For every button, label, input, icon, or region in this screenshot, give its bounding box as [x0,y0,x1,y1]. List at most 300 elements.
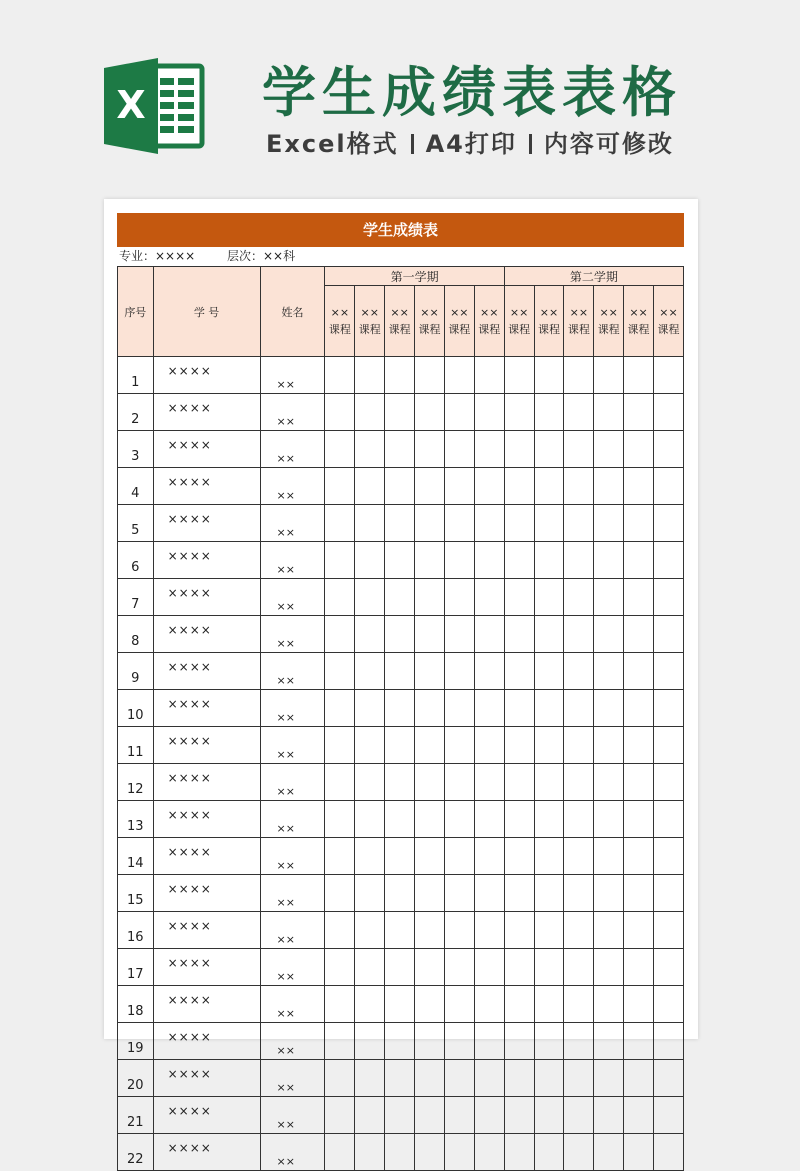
score-cell[interactable] [325,1060,355,1097]
score-cell[interactable] [504,1097,534,1134]
score-cell[interactable] [325,690,355,727]
row-number-cell[interactable]: 4 [118,468,154,505]
score-cell[interactable] [355,986,385,1023]
student-id-cell[interactable]: ×××× [153,505,260,542]
score-cell[interactable] [534,727,564,764]
score-cell[interactable] [504,1134,534,1171]
score-cell[interactable] [653,1023,683,1060]
score-cell[interactable] [504,468,534,505]
score-cell[interactable] [474,801,504,838]
student-id-cell[interactable]: ×××× [153,1134,260,1171]
student-name-cell[interactable]: ×× [260,1134,325,1171]
student-id-cell[interactable]: ×××× [153,616,260,653]
score-cell[interactable] [504,1060,534,1097]
score-cell[interactable] [444,616,474,653]
score-cell[interactable] [624,357,654,394]
score-cell[interactable] [385,1023,415,1060]
score-cell[interactable] [564,727,594,764]
row-number-cell[interactable]: 10 [118,690,154,727]
score-cell[interactable] [474,838,504,875]
score-cell[interactable] [385,690,415,727]
score-cell[interactable] [474,690,504,727]
score-cell[interactable] [653,690,683,727]
score-cell[interactable] [534,986,564,1023]
score-cell[interactable] [474,468,504,505]
score-cell[interactable] [504,727,534,764]
row-number-cell[interactable]: 19 [118,1023,154,1060]
student-name-cell[interactable]: ×× [260,616,325,653]
score-cell[interactable] [624,1060,654,1097]
row-number-cell[interactable]: 18 [118,986,154,1023]
score-cell[interactable] [385,912,415,949]
student-id-cell[interactable]: ×××× [153,875,260,912]
score-cell[interactable] [385,727,415,764]
score-cell[interactable] [624,1023,654,1060]
score-cell[interactable] [474,357,504,394]
row-number-cell[interactable]: 14 [118,838,154,875]
student-name-cell[interactable]: ×× [260,764,325,801]
student-name-cell[interactable]: ×× [260,690,325,727]
score-cell[interactable] [653,394,683,431]
score-cell[interactable] [474,1023,504,1060]
score-cell[interactable] [385,1134,415,1171]
row-number-cell[interactable]: 6 [118,542,154,579]
score-cell[interactable] [385,616,415,653]
score-cell[interactable] [474,431,504,468]
score-cell[interactable] [444,986,474,1023]
score-cell[interactable] [564,949,594,986]
score-cell[interactable] [325,579,355,616]
student-id-cell[interactable]: ×××× [153,986,260,1023]
score-cell[interactable] [653,505,683,542]
row-number-cell[interactable]: 13 [118,801,154,838]
score-cell[interactable] [504,1023,534,1060]
score-cell[interactable] [624,986,654,1023]
score-cell[interactable] [325,986,355,1023]
score-cell[interactable] [355,1060,385,1097]
student-name-cell[interactable]: ×× [260,838,325,875]
score-cell[interactable] [385,875,415,912]
row-number-cell[interactable]: 16 [118,912,154,949]
student-name-cell[interactable]: ×× [260,468,325,505]
score-cell[interactable] [415,1097,445,1134]
score-cell[interactable] [534,949,564,986]
score-cell[interactable] [504,394,534,431]
student-name-cell[interactable]: ×× [260,505,325,542]
score-cell[interactable] [594,690,624,727]
row-number-cell[interactable]: 12 [118,764,154,801]
score-cell[interactable] [564,1060,594,1097]
score-cell[interactable] [474,764,504,801]
student-id-cell[interactable]: ×××× [153,690,260,727]
row-number-cell[interactable]: 22 [118,1134,154,1171]
score-cell[interactable] [564,1134,594,1171]
score-cell[interactable] [564,616,594,653]
score-cell[interactable] [325,616,355,653]
score-cell[interactable] [653,727,683,764]
score-cell[interactable] [624,468,654,505]
score-cell[interactable] [534,875,564,912]
score-cell[interactable] [415,653,445,690]
score-cell[interactable] [564,1023,594,1060]
score-cell[interactable] [325,468,355,505]
score-cell[interactable] [653,1097,683,1134]
score-cell[interactable] [444,727,474,764]
score-cell[interactable] [385,764,415,801]
score-cell[interactable] [325,1023,355,1060]
student-name-cell[interactable]: ×× [260,912,325,949]
score-cell[interactable] [325,949,355,986]
score-cell[interactable] [624,616,654,653]
row-number-cell[interactable]: 15 [118,875,154,912]
score-cell[interactable] [355,1097,385,1134]
student-name-cell[interactable]: ×× [260,431,325,468]
score-cell[interactable] [653,357,683,394]
score-cell[interactable] [504,801,534,838]
score-cell[interactable] [653,838,683,875]
score-cell[interactable] [624,764,654,801]
score-cell[interactable] [444,875,474,912]
score-cell[interactable] [504,764,534,801]
score-cell[interactable] [444,394,474,431]
score-cell[interactable] [653,912,683,949]
score-cell[interactable] [594,949,624,986]
student-name-cell[interactable]: ×× [260,801,325,838]
score-cell[interactable] [534,1023,564,1060]
score-cell[interactable] [594,653,624,690]
score-cell[interactable] [355,912,385,949]
score-cell[interactable] [504,542,534,579]
score-cell[interactable] [653,653,683,690]
score-cell[interactable] [474,912,504,949]
score-cell[interactable] [444,949,474,986]
score-cell[interactable] [564,468,594,505]
score-cell[interactable] [415,838,445,875]
score-cell[interactable] [355,431,385,468]
score-cell[interactable] [624,801,654,838]
score-cell[interactable] [624,431,654,468]
student-id-cell[interactable]: ×××× [153,653,260,690]
student-id-cell[interactable]: ×××× [153,1023,260,1060]
score-cell[interactable] [564,690,594,727]
score-cell[interactable] [534,1134,564,1171]
score-cell[interactable] [504,986,534,1023]
score-cell[interactable] [355,764,385,801]
score-cell[interactable] [474,505,504,542]
score-cell[interactable] [355,949,385,986]
student-id-cell[interactable]: ×××× [153,542,260,579]
score-cell[interactable] [534,764,564,801]
score-cell[interactable] [325,653,355,690]
score-cell[interactable] [594,838,624,875]
row-number-cell[interactable]: 2 [118,394,154,431]
score-cell[interactable] [653,801,683,838]
score-cell[interactable] [564,542,594,579]
score-cell[interactable] [385,394,415,431]
score-cell[interactable] [474,579,504,616]
score-cell[interactable] [355,1134,385,1171]
score-cell[interactable] [415,431,445,468]
score-cell[interactable] [325,1097,355,1134]
student-id-cell[interactable]: ×××× [153,394,260,431]
score-cell[interactable] [355,468,385,505]
score-cell[interactable] [415,1060,445,1097]
score-cell[interactable] [624,690,654,727]
row-number-cell[interactable]: 9 [118,653,154,690]
student-id-cell[interactable]: ×××× [153,727,260,764]
score-cell[interactable] [325,801,355,838]
score-cell[interactable] [594,764,624,801]
score-cell[interactable] [474,875,504,912]
score-cell[interactable] [624,1134,654,1171]
score-cell[interactable] [444,542,474,579]
score-cell[interactable] [534,1097,564,1134]
score-cell[interactable] [385,468,415,505]
score-cell[interactable] [534,431,564,468]
score-cell[interactable] [564,986,594,1023]
score-cell[interactable] [624,838,654,875]
score-cell[interactable] [534,912,564,949]
score-cell[interactable] [624,912,654,949]
score-cell[interactable] [564,394,594,431]
score-cell[interactable] [415,986,445,1023]
score-cell[interactable] [504,838,534,875]
score-cell[interactable] [594,505,624,542]
score-cell[interactable] [444,690,474,727]
row-number-cell[interactable]: 20 [118,1060,154,1097]
score-cell[interactable] [534,394,564,431]
student-id-cell[interactable]: ×××× [153,912,260,949]
score-cell[interactable] [355,505,385,542]
score-cell[interactable] [624,949,654,986]
student-id-cell[interactable]: ×××× [153,838,260,875]
score-cell[interactable] [415,394,445,431]
score-cell[interactable] [444,653,474,690]
score-cell[interactable] [653,468,683,505]
score-cell[interactable] [564,431,594,468]
row-number-cell[interactable]: 8 [118,616,154,653]
student-id-cell[interactable]: ×××× [153,357,260,394]
student-name-cell[interactable]: ×× [260,1023,325,1060]
score-cell[interactable] [624,727,654,764]
score-cell[interactable] [444,579,474,616]
score-cell[interactable] [564,579,594,616]
score-cell[interactable] [444,505,474,542]
score-cell[interactable] [504,949,534,986]
score-cell[interactable] [325,875,355,912]
student-id-cell[interactable]: ×××× [153,949,260,986]
score-cell[interactable] [653,579,683,616]
score-cell[interactable] [385,357,415,394]
score-cell[interactable] [415,764,445,801]
score-cell[interactable] [444,1097,474,1134]
score-cell[interactable] [653,431,683,468]
row-number-cell[interactable]: 3 [118,431,154,468]
row-number-cell[interactable]: 5 [118,505,154,542]
score-cell[interactable] [564,1097,594,1134]
score-cell[interactable] [444,1060,474,1097]
score-cell[interactable] [444,912,474,949]
score-cell[interactable] [624,875,654,912]
score-cell[interactable] [444,431,474,468]
score-cell[interactable] [415,468,445,505]
score-cell[interactable] [594,357,624,394]
score-cell[interactable] [564,838,594,875]
score-cell[interactable] [594,912,624,949]
score-cell[interactable] [504,431,534,468]
student-name-cell[interactable]: ×× [260,875,325,912]
score-cell[interactable] [474,394,504,431]
score-cell[interactable] [385,653,415,690]
student-name-cell[interactable]: ×× [260,949,325,986]
score-cell[interactable] [594,1060,624,1097]
score-cell[interactable] [444,801,474,838]
score-cell[interactable] [653,1060,683,1097]
score-cell[interactable] [594,801,624,838]
score-cell[interactable] [325,727,355,764]
score-cell[interactable] [385,579,415,616]
score-cell[interactable] [355,357,385,394]
score-cell[interactable] [385,801,415,838]
score-cell[interactable] [415,1134,445,1171]
student-name-cell[interactable]: ×× [260,357,325,394]
score-cell[interactable] [444,1023,474,1060]
score-cell[interactable] [355,653,385,690]
score-cell[interactable] [444,838,474,875]
score-cell[interactable] [594,875,624,912]
score-cell[interactable] [474,986,504,1023]
score-cell[interactable] [355,875,385,912]
score-cell[interactable] [653,542,683,579]
student-id-cell[interactable]: ×××× [153,579,260,616]
score-cell[interactable] [325,764,355,801]
score-cell[interactable] [325,505,355,542]
score-cell[interactable] [504,579,534,616]
score-cell[interactable] [534,1060,564,1097]
score-cell[interactable] [474,1134,504,1171]
score-cell[interactable] [534,357,564,394]
score-cell[interactable] [415,690,445,727]
score-cell[interactable] [474,653,504,690]
student-name-cell[interactable]: ×× [260,1060,325,1097]
score-cell[interactable] [325,394,355,431]
score-cell[interactable] [355,394,385,431]
score-cell[interactable] [355,838,385,875]
score-cell[interactable] [355,1023,385,1060]
score-cell[interactable] [355,690,385,727]
score-cell[interactable] [653,764,683,801]
score-cell[interactable] [415,616,445,653]
score-cell[interactable] [504,357,534,394]
score-cell[interactable] [534,542,564,579]
score-cell[interactable] [444,1134,474,1171]
score-cell[interactable] [355,579,385,616]
score-cell[interactable] [624,653,654,690]
score-cell[interactable] [534,616,564,653]
score-cell[interactable] [504,653,534,690]
row-number-cell[interactable]: 11 [118,727,154,764]
row-number-cell[interactable]: 1 [118,357,154,394]
score-cell[interactable] [564,505,594,542]
score-cell[interactable] [624,579,654,616]
score-cell[interactable] [624,394,654,431]
score-cell[interactable] [594,394,624,431]
score-cell[interactable] [564,875,594,912]
score-cell[interactable] [564,653,594,690]
score-cell[interactable] [385,986,415,1023]
score-cell[interactable] [594,542,624,579]
score-cell[interactable] [415,875,445,912]
score-cell[interactable] [594,579,624,616]
student-id-cell[interactable]: ×××× [153,801,260,838]
score-cell[interactable] [504,616,534,653]
student-id-cell[interactable]: ×××× [153,764,260,801]
score-cell[interactable] [444,357,474,394]
score-cell[interactable] [534,505,564,542]
score-cell[interactable] [624,505,654,542]
score-cell[interactable] [415,505,445,542]
score-cell[interactable] [594,616,624,653]
student-name-cell[interactable]: ×× [260,727,325,764]
student-name-cell[interactable]: ×× [260,394,325,431]
student-id-cell[interactable]: ×××× [153,1060,260,1097]
score-cell[interactable] [564,912,594,949]
score-cell[interactable] [504,690,534,727]
score-cell[interactable] [504,875,534,912]
score-cell[interactable] [325,431,355,468]
score-cell[interactable] [653,616,683,653]
row-number-cell[interactable]: 7 [118,579,154,616]
score-cell[interactable] [415,912,445,949]
score-cell[interactable] [385,431,415,468]
score-cell[interactable] [385,1097,415,1134]
score-cell[interactable] [385,838,415,875]
student-name-cell[interactable]: ×× [260,542,325,579]
score-cell[interactable] [474,616,504,653]
score-cell[interactable] [415,542,445,579]
score-cell[interactable] [594,468,624,505]
score-cell[interactable] [564,801,594,838]
score-cell[interactable] [385,542,415,579]
score-cell[interactable] [325,1134,355,1171]
score-cell[interactable] [653,1134,683,1171]
score-cell[interactable] [534,653,564,690]
score-cell[interactable] [474,1060,504,1097]
score-cell[interactable] [534,801,564,838]
score-cell[interactable] [534,579,564,616]
score-cell[interactable] [594,986,624,1023]
score-cell[interactable] [415,1023,445,1060]
score-cell[interactable] [594,1023,624,1060]
score-cell[interactable] [564,764,594,801]
score-cell[interactable] [653,875,683,912]
student-id-cell[interactable]: ×××× [153,468,260,505]
student-name-cell[interactable]: ×× [260,1097,325,1134]
student-name-cell[interactable]: ×× [260,579,325,616]
score-cell[interactable] [385,949,415,986]
score-cell[interactable] [653,986,683,1023]
score-cell[interactable] [444,764,474,801]
score-cell[interactable] [444,468,474,505]
student-id-cell[interactable]: ×××× [153,431,260,468]
score-cell[interactable] [534,690,564,727]
score-cell[interactable] [415,357,445,394]
score-cell[interactable] [594,1097,624,1134]
row-number-cell[interactable]: 17 [118,949,154,986]
score-cell[interactable] [474,542,504,579]
score-cell[interactable] [355,616,385,653]
score-cell[interactable] [415,949,445,986]
